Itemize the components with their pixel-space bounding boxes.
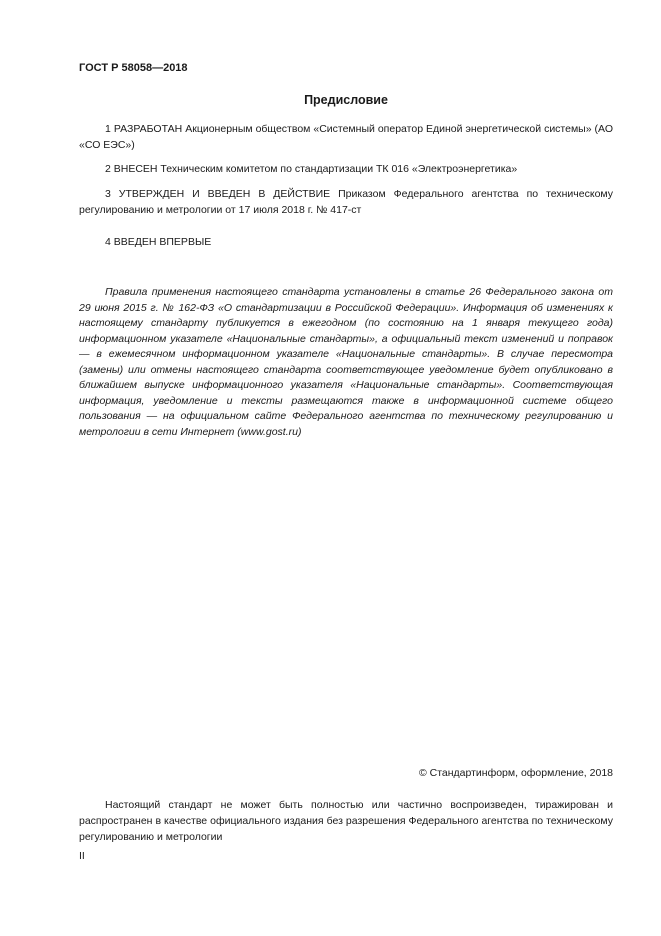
- copyright-notice: © Стандартинформ, оформление, 2018: [418, 767, 613, 779]
- foreword-item-1: 1 РАЗРАБОТАН Акционерным обществом «Системный оператор Единой энергетической системы» (АО «СО ЕЭС»): [79, 123, 613, 151]
- page-number: II: [79, 850, 85, 862]
- standard-code: ГОСТ Р 58058—2018: [79, 62, 188, 74]
- page-title: Предисловие: [304, 93, 388, 107]
- application-notice: Правила применения настоящего стандарта установлены в статье 26 Федерального закона от 29 июня 2015 г. № 162-ФЗ «О стандартизации в Российской Федерации». Информация об изменениях к настоящему стандарту публикуется в ежегодном (по состоянию на 1 января текущего года) информационном указателе «Национальные стандарты», а официальный текст изменений и поправок — в ежемесячном информационном указателе «Национальные стандарты». В случае пересмотра (замены) или отмены настоящего стандарта соответствующее уведомление будет опубликовано в ближайшем выпуске информационного указателя «Национальные стандарты». Соответствующая информация, уведомление и тексты размещаются также в информационной системе общего пользования — на официальном сайте Федерального агентства по техническому регулированию и метрологии в сети Интернет (www.gost.ru): [79, 286, 613, 438]
- foreword-item-2: 2 ВНЕСЕН Техническим комитетом по стандартизации ТК 016 «Электроэнергетика»: [105, 163, 518, 175]
- foreword-item-3: 3 УТВЕРЖДЕН И ВВЕДЕН В ДЕЙСТВИЕ Приказом Федерального агентства по техническому регулированию и метрологии от 17 июля 2018 г. № 417-ст: [79, 188, 613, 216]
- foreword-item-4: 4 ВВЕДЕН ВПЕРВЫЕ: [105, 236, 212, 248]
- reproduction-notice: Настоящий стандарт не может быть полностью или частично воспроизведен, тиражирован и распространен в качестве официального издания без разрешения Федерального агентства по техническому регулированию и метрологии: [79, 799, 613, 843]
